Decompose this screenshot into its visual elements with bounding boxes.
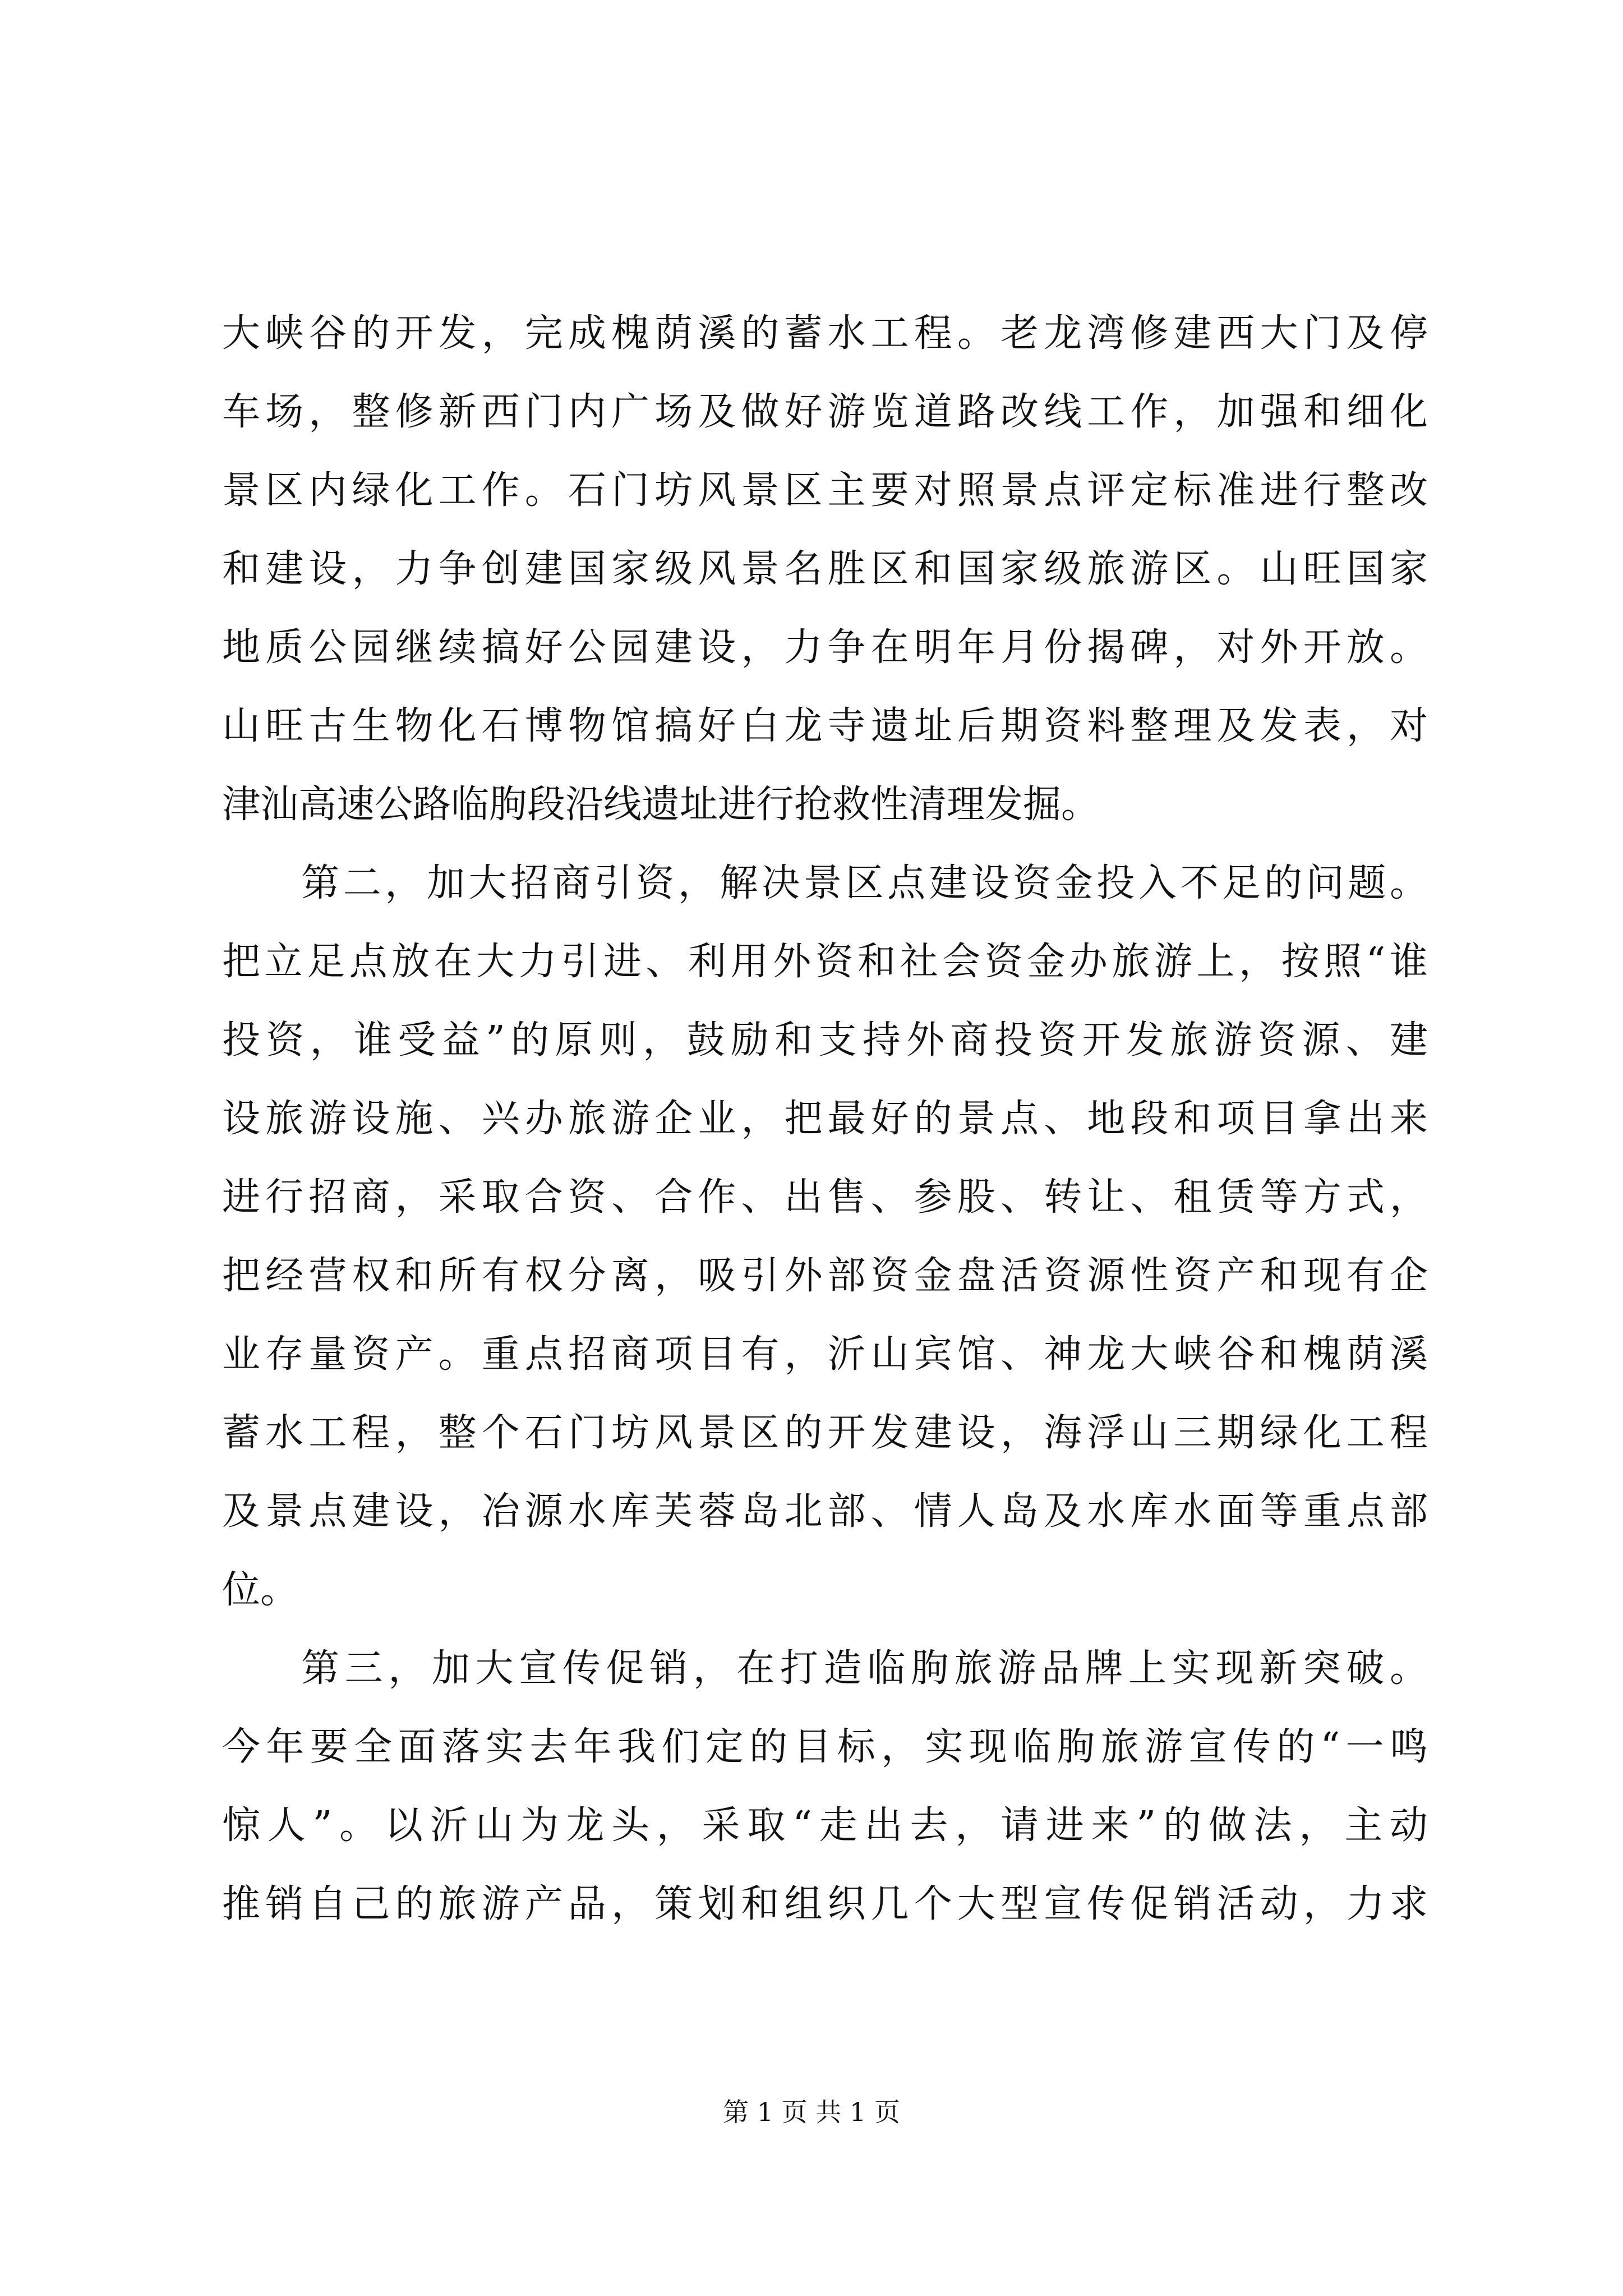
- text-line: 第三，加大宣传促销，在打造临朐旅游品牌上实现新突破。: [301, 1646, 1428, 1691]
- text-line: 大峡谷的开发，完成槐荫溪的蓄水工程。老龙湾修建西大门及停: [222, 311, 1428, 356]
- text-line: 车场，整修新西门内广场及做好游览道路改线工作，加强和细化: [222, 390, 1428, 434]
- text-line: 地质公园继续搞好公园建设，力争在明年月份揭碑，对外开放。: [222, 625, 1428, 670]
- text-line: 把经营权和所有权分离，吸引外部资金盘活资源性资产和现有企: [222, 1254, 1428, 1298]
- text-line: 位。: [222, 1568, 299, 1612]
- text-line: 和建设，力争创建国家级风景名胜区和国家级旅游区。山旺国家: [222, 547, 1428, 591]
- text-line: 设旅游设施、兴办旅游企业，把最好的景点、地段和项目拿出来: [222, 1097, 1428, 1141]
- page-footer: 第 1 页 共 1 页: [723, 2097, 900, 2127]
- text-line: 进行招商，采取合资、合作、出售、参股、转让、租赁等方式，: [222, 1175, 1428, 1220]
- text-line: 投资，谁受益”的原则，鼓励和支持外商投资开发旅游资源、建: [222, 1018, 1428, 1062]
- text-line: 业存量资产。重点招商项目有，沂山宾馆、神龙大峡谷和槐荫溪: [222, 1332, 1428, 1377]
- text-line: 及景点建设，冶源水库芙蓉岛北部、情人岛及水库水面等重点部: [222, 1489, 1428, 1534]
- text-line: 山旺古生物化石博物馆搞好白龙寺遗址后期资料整理及发表，对: [222, 704, 1428, 748]
- text-line: 第二，加大招商引资，解决景区点建设资金投入不足的问题。: [301, 861, 1428, 905]
- text-line: 推销自己的旅游产品，策划和组织几个大型宣传促销活动，力求: [222, 1882, 1428, 1926]
- text-line: 景区内绿化工作。石门坊风景区主要对照景点评定标准进行整改: [222, 468, 1428, 513]
- text-line: 把立足点放在大力引进、利用外资和社会资金办旅游上，按照“谁: [222, 940, 1428, 984]
- text-line: 惊人”。以沂山为龙头，采取“走出去，请进来”的做法，主动: [222, 1803, 1428, 1848]
- text-line: 津汕高速公路临朐段沿线遗址进行抢救性清理发掘。: [222, 783, 1100, 827]
- text-line: 今年要全面落实去年我们定的目标，实现临朐旅游宣传的“一鸣: [222, 1725, 1428, 1769]
- text-line: 蓄水工程，整个石门坊风景区的开发建设，海浮山三期绿化工程: [222, 1411, 1428, 1455]
